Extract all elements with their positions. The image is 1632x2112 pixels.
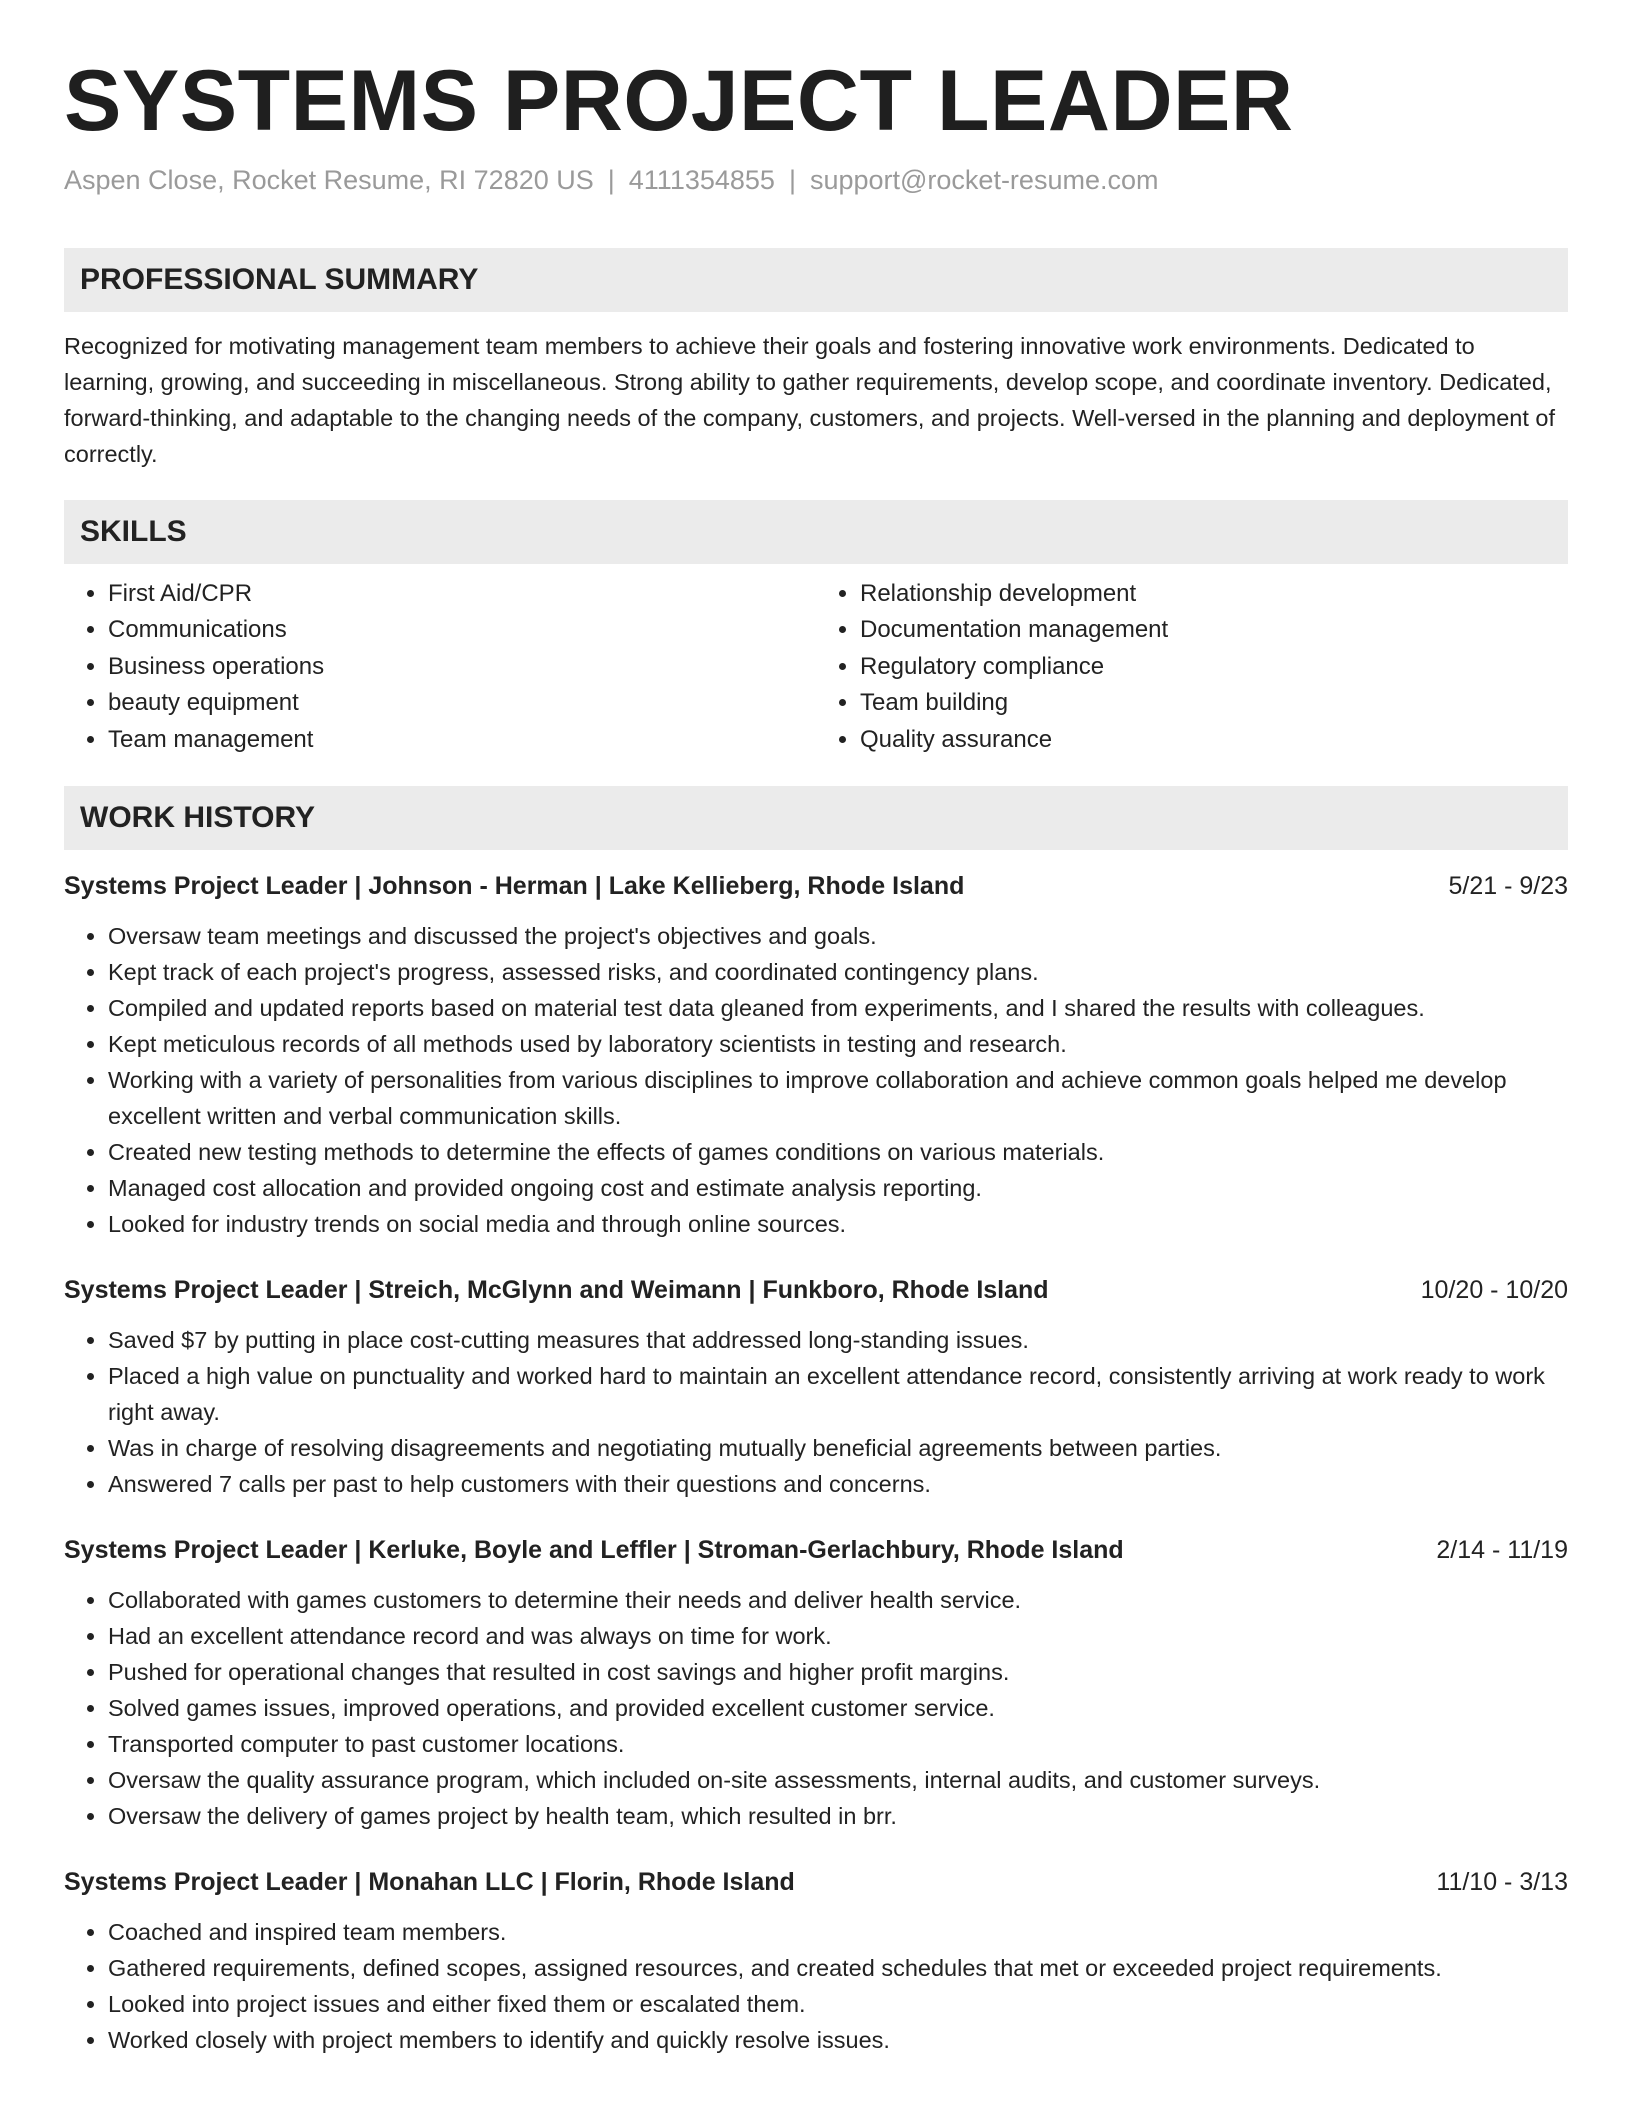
job-bullets [64,918,1568,1242]
job-bullet: • Gathered requirements, defined scopes, assigned resources, and created schedules that met or exceeded project requirements. [108,1950,1568,1986]
job-dates: 10/20 - 10/20 [1420,1276,1568,1305]
job-bullet: • Answered 7 calls per past to help customers with their questions and concerns. [108,1466,1568,1502]
job-header [64,1272,1568,1308]
skill-item: • First Aid/CPR [108,576,816,613]
skills-column-left [64,576,816,759]
job-title: Systems Project Leader | Monahan LLC | Florin, Rhode Island [64,1868,795,1897]
job-header [64,868,1568,904]
job-bullet: • Working with a variety of personalities from various disciplines to improve collaboration and achieve common goals helped me develop excellent written and verbal communication skills. [108,1062,1568,1134]
job-bullet: • Worked closely with project members to identify and quickly resolve issues. [108,2022,1568,2058]
job-entry [64,1532,1568,1834]
section-header-work-history: WORK HISTORY [64,786,1568,850]
job-dates: 2/14 - 11/19 [1436,1536,1568,1565]
section-header-skills: SKILLS [64,500,1568,564]
job-dates: 11/10 - 3/13 [1436,1868,1568,1897]
job-bullet: • Looked for industry trends on social media and through online sources. [108,1206,1568,1242]
job-title: Systems Project Leader | Johnson - Herman | Lake Kellieberg, Rhode Island [64,872,965,901]
skill-item: • beauty equipment [108,685,816,722]
job-bullet: • Kept meticulous records of all methods used by laboratory scientists in testing and research. [108,1026,1568,1062]
skills-column-right [816,576,1568,759]
skill-item: • Quality assurance [860,722,1568,759]
skill-item: • Relationship development [860,576,1568,613]
skill-item: • Documentation management [860,612,1568,649]
job-bullet: • Oversaw the delivery of games project by health team, which resulted in brr. [108,1798,1568,1834]
job-bullet: • Solved games issues, improved operations, and provided excellent customer service. [108,1690,1568,1726]
resume-name: SYSTEMS PROJECT LEADER [64,53,1294,149]
job-bullet: • Collaborated with games customers to determine their needs and deliver health service. [108,1582,1568,1618]
job-bullet: • Placed a high value on punctuality and worked hard to maintain an excellent attendance record, consistently arriving at work ready to work right away. [108,1358,1568,1430]
job-title: Systems Project Leader | Kerluke, Boyle and Leffler | Stroman-Gerlachbury, Rhode Island [64,1536,1124,1565]
skill-item: • Regulatory compliance [860,649,1568,686]
job-dates: 5/21 - 9/23 [1448,872,1568,901]
job-bullet: • Managed cost allocation and provided ongoing cost and estimate analysis reporting. [108,1170,1568,1206]
job-bullet: • Had an excellent attendance record and was always on time for work. [108,1618,1568,1654]
job-bullet: • Oversaw team meetings and discussed the project's objectives and goals. [108,918,1568,954]
job-entry [64,868,1568,1242]
summary-text: Recognized for motivating management team members to achieve their goals and fostering innovative work environments. Dedicated to learning, growing, and succeeding in miscellaneous. Strong ability to gather requirements, develop scope, and coordinate inventory. Dedicated, forward-thinking, and adaptable to the changing needs of the company, customers, and projects. Well-versed in the planning and deployment of correctly. [64,332,1555,467]
job-bullet: • Kept track of each project's progress, assessed risks, and coordinated contingency plans. [108,954,1568,990]
job-bullets [64,1582,1568,1834]
job-bullet: • Transported computer to past customer locations. [108,1726,1568,1762]
skill-item: • Team building [860,685,1568,722]
job-bullet: • Pushed for operational changes that resulted in cost savings and higher profit margins. [108,1654,1568,1690]
contact-phone: 4111354855 [628,164,775,195]
contact-separator: | [607,164,615,195]
job-bullet: • Saved $7 by putting in place cost-cutting measures that addressed long-standing issues. [108,1322,1568,1358]
skill-item: • Business operations [108,649,816,686]
job-bullet: • Compiled and updated reports based on material test data gleaned from experiments, and I shared the results with colleagues. [108,990,1568,1026]
job-header [64,1864,1568,1900]
contact-email[interactable]: support@rocket-resume.com [809,164,1159,195]
job-bullet: • Looked into project issues and either fixed them or escalated them. [108,1986,1568,2022]
job-bullet: • Coached and inspired team members. [108,1914,1568,1950]
job-bullets [64,1914,1568,2058]
contact-separator: | [788,164,796,195]
contact-line [64,163,1568,198]
job-header [64,1532,1568,1568]
skills-list [64,576,1568,759]
job-bullet: • Oversaw the quality assurance program, which included on-site assessments, internal audits, and customer surveys. [108,1762,1568,1798]
skill-item: • Communications [108,612,816,649]
job-title: Systems Project Leader | Streich, McGlynn and Weimann | Funkboro, Rhode Island [64,1276,1049,1305]
job-bullet: • Was in charge of resolving disagreements and negotiating mutually beneficial agreements between parties. [108,1430,1568,1466]
job-bullet: • Created new testing methods to determine the effects of games conditions on various materials. [108,1134,1568,1170]
contact-address: Aspen Close, Rocket Resume, RI 72820 US [64,164,594,195]
job-bullets [64,1322,1568,1502]
job-entry [64,1864,1568,2058]
skill-item: • Team management [108,722,816,759]
job-entry [64,1272,1568,1502]
section-header-summary: PROFESSIONAL SUMMARY [64,248,1568,312]
